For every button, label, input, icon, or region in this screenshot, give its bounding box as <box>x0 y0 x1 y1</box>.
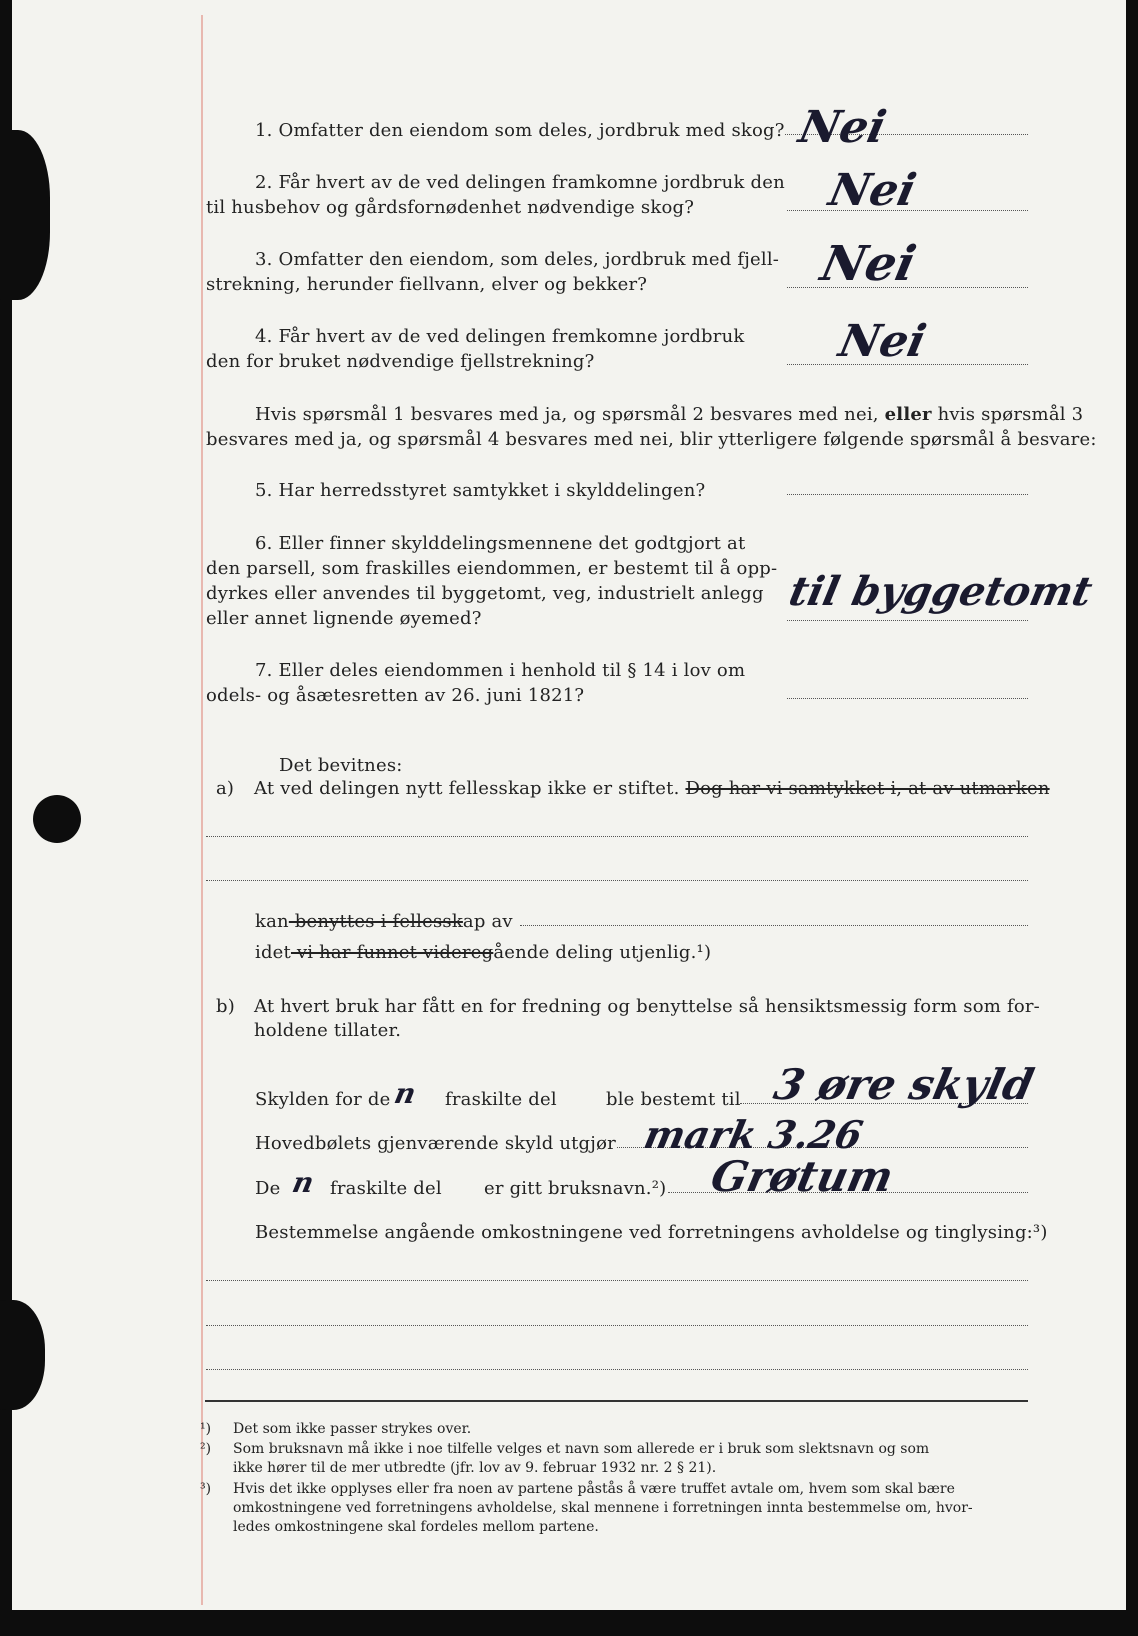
handwritten-n: n <box>289 1166 317 1199</box>
witness-b-text-2: holdene tillater. <box>254 1020 402 1041</box>
bruksnavn-answer: Grøtum <box>706 1152 898 1201</box>
answer-line <box>787 698 1028 699</box>
struck-text: benyttes i fellessk <box>288 911 463 932</box>
note-line-2: besvares med ja, og spørsmål 4 besvares med nei, blir ytterligere følgende spørsmål å besvare: <box>206 429 1097 450</box>
blank-line <box>520 925 1028 926</box>
punch-hole <box>0 130 50 300</box>
question-6-text-3: dyrkes eller anvendes til byggetomt, veg, industrielt anlegg <box>206 583 764 604</box>
question-2-text-2: til husbehov og gårdsfornødenhet nødvendige skog? <box>206 197 695 218</box>
question-6-text-1: 6. Eller finner skylddelingsmennene det godtgjort at <box>255 533 746 554</box>
margin-line <box>201 15 203 1605</box>
punch-hole <box>33 795 81 843</box>
skyld-line-2: Hovedbølets gjenværende skyld utgjør <box>255 1133 616 1154</box>
footnote-3: ³) Hvis det ikke opplyses eller fra noen av partene påstås å være truffet avtale om, hvem som skal bære omkostningene ved forretningens avholdelse, skal mennene i forretningen innta bestemmelse om, hvor- ledes omkostningene skal fordeles mellom partene. <box>200 1481 973 1535</box>
witness-a-text: At ved delingen nytt fellesskap ikke er stiftet. Dog har vi samtykket i, at av utmarken <box>254 778 1050 799</box>
question-3-text-1: 3. Omfatter den eiendom, som deles, jordbruk med fjell- <box>255 249 780 270</box>
blank-line <box>206 1369 1028 1370</box>
footnote-1: ¹) Det som ikke passer strykes over. <box>200 1421 472 1437</box>
witness-idet-line: idet vi har funnet videregående deling utjenlig.¹) <box>255 942 712 963</box>
question-5-text: 5. Har herredsstyret samtykket i skylddelingen? <box>255 480 706 501</box>
witness-a-label: a) <box>216 778 235 799</box>
question-3-text-2: strekning, herunder fiellvann, elver og bekker? <box>206 274 648 295</box>
note-line-1: Hvis spørsmål 1 besvares med ja, og spørsmål 2 besvares med nei, eller hvis spørsmål 3 <box>255 404 1084 425</box>
skyld-line-1c: ble bestemt til <box>606 1089 741 1110</box>
struck-text: vi har funnet videreg <box>290 942 494 963</box>
hovedbol-answer: mark 3.26 <box>640 1112 867 1157</box>
blank-line <box>206 1280 1028 1281</box>
question-2-text-1: 2. Får hvert av de ved delingen framkomne jordbruk den <box>255 172 785 193</box>
skyld-line-3c: er gitt bruksnavn.²) <box>484 1178 667 1199</box>
witness-b-label: b) <box>216 996 235 1017</box>
witness-kan-line: kan benyttes i fellesskap av <box>255 911 513 932</box>
blank-line <box>206 1325 1028 1326</box>
question-4-text-1: 4. Får hvert av de ved delingen fremkomne jordbruk <box>255 326 745 347</box>
question-1-answer: Nei <box>794 102 891 153</box>
question-6-answer: til byggetomt <box>785 568 1097 615</box>
skyld-line-4: Bestemmelse angående omkostningene ved forretningens avholdelse og tinglysing:³) <box>255 1222 1048 1243</box>
question-7-text-2: odels- og åsætesretten av 26. juni 1821? <box>206 685 585 706</box>
blank-line <box>206 880 1028 881</box>
skyld-line-1b: fraskilte del <box>445 1089 557 1110</box>
question-1-text: 1. Omfatter den eiendom som deles, jordbruk med skog? <box>255 120 785 141</box>
question-3-answer: Nei <box>816 236 921 292</box>
witness-b-text-1: At hvert bruk har fått en for fredning og benyttelse så hensiktsmessig form som for- <box>254 996 1040 1017</box>
skyld-line-3a: De <box>255 1178 281 1199</box>
question-2-answer: Nei <box>824 165 921 216</box>
skyld-line-3b: fraskilte del <box>330 1178 442 1199</box>
answer-line <box>787 620 1028 621</box>
skyld-line-1a: Skylden for de <box>255 1089 391 1110</box>
note-emphasis: eller <box>884 404 932 425</box>
question-7-text-1: 7. Eller deles eiendommen i henhold til § 14 i lov om <box>255 660 746 681</box>
struck-text: Dog har vi samtykket i, at av utmarken <box>685 778 1050 799</box>
witness-heading: Det bevitnes: <box>279 755 403 776</box>
skyld-answer: 3 øre skyld <box>769 1060 1039 1109</box>
question-6-text-4: eller annet lignende øyemed? <box>206 608 482 629</box>
question-4-text-2: den for bruket nødvendige fjellstrekning? <box>206 351 595 372</box>
question-6-text-2: den parsell, som fraskilles eiendommen, er bestemt til å opp- <box>206 558 778 579</box>
handwritten-n: n <box>391 1077 419 1110</box>
footnote-rule <box>205 1400 1028 1402</box>
footnote-2: ²) Som bruksnavn må ikke i noe tilfelle velges et navn som allerede er i bruk som slektsnavn og som ikke hører til de mer utbredte (jfr. lov av 9. februar 1932 nr. 2 § 21). <box>200 1441 930 1476</box>
blank-line <box>206 836 1028 837</box>
answer-line <box>787 494 1028 495</box>
question-4-answer: Nei <box>834 316 931 367</box>
